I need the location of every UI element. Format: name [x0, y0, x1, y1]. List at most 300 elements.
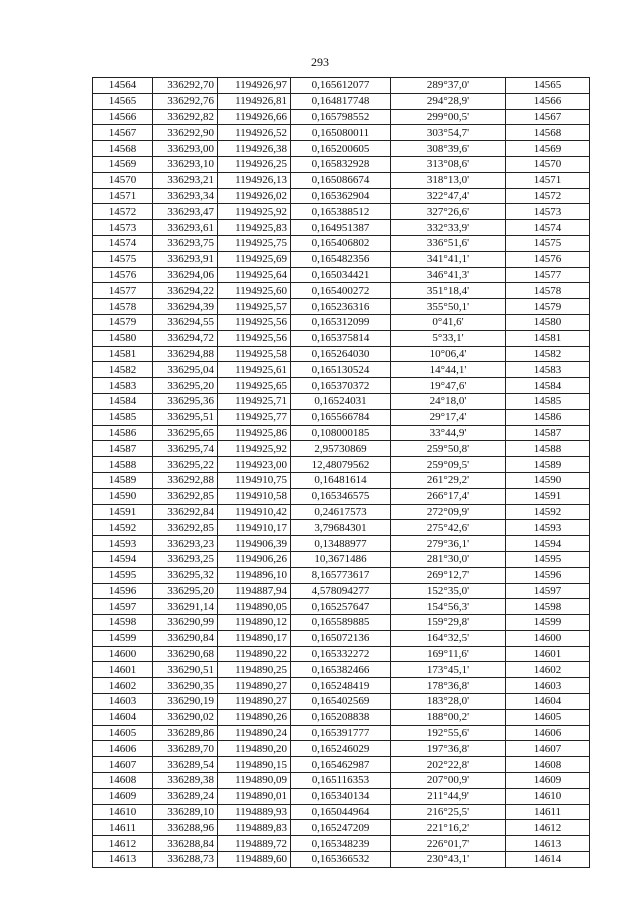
distance-cell: 0,165391777	[291, 725, 391, 741]
bearing-cell: 289°37,0'	[391, 78, 506, 94]
bearing-cell: 303°54,7'	[391, 125, 506, 141]
next-point-cell: 14573	[506, 204, 590, 220]
y-coordinate-cell: 1194926,97	[218, 78, 291, 94]
distance-cell: 0,165462987	[291, 757, 391, 773]
distance-cell: 0,165798552	[291, 109, 391, 125]
table-row	[93, 551, 590, 567]
distance-cell: 0,165130524	[291, 362, 391, 378]
distance-cell: 0,165832928	[291, 156, 391, 172]
y-coordinate-cell: 1194890,20	[218, 741, 291, 757]
bearing-cell: 259°09,5'	[391, 457, 506, 473]
bearing-cell: 269°12,7'	[391, 567, 506, 583]
table-row	[93, 520, 590, 536]
point-number-cell: 14584	[93, 393, 153, 409]
y-coordinate-cell: 1194890,05	[218, 599, 291, 615]
point-number-cell: 14609	[93, 788, 153, 804]
x-coordinate-cell: 336293,47	[153, 204, 218, 220]
x-coordinate-cell: 336294,22	[153, 283, 218, 299]
table-row	[93, 820, 590, 836]
point-number-cell: 14587	[93, 441, 153, 457]
table-row	[93, 615, 590, 631]
next-point-cell: 14566	[506, 93, 590, 109]
next-point-cell: 14614	[506, 852, 590, 868]
bearing-cell: 173°45,1'	[391, 662, 506, 678]
distance-cell: 0,165340134	[291, 788, 391, 804]
point-number-cell: 14596	[93, 583, 153, 599]
table-row	[93, 93, 590, 109]
bearing-cell: 226°01,7'	[391, 836, 506, 852]
x-coordinate-cell: 336293,91	[153, 251, 218, 267]
y-coordinate-cell: 1194925,56	[218, 314, 291, 330]
x-coordinate-cell: 336295,32	[153, 567, 218, 583]
next-point-cell: 14603	[506, 678, 590, 694]
next-point-cell: 14606	[506, 725, 590, 741]
x-coordinate-cell: 336294,55	[153, 314, 218, 330]
next-point-cell: 14612	[506, 820, 590, 836]
x-coordinate-cell: 336293,23	[153, 536, 218, 552]
table-row	[93, 630, 590, 646]
x-coordinate-cell: 336293,75	[153, 235, 218, 251]
distance-cell: 0,165375814	[291, 330, 391, 346]
point-number-cell: 14588	[93, 457, 153, 473]
table-row	[93, 188, 590, 204]
distance-cell: 0,165482356	[291, 251, 391, 267]
next-point-cell: 14577	[506, 267, 590, 283]
y-coordinate-cell: 1194890,22	[218, 646, 291, 662]
distance-cell: 0,165346575	[291, 488, 391, 504]
next-point-cell: 14591	[506, 488, 590, 504]
point-number-cell: 14579	[93, 314, 153, 330]
next-point-cell: 14582	[506, 346, 590, 362]
x-coordinate-cell: 336289,70	[153, 741, 218, 757]
table-row	[93, 78, 590, 94]
bearing-cell: 341°41,1'	[391, 251, 506, 267]
table-row	[93, 141, 590, 157]
table-row	[93, 267, 590, 283]
x-coordinate-cell: 336295,51	[153, 409, 218, 425]
distance-cell: 0,24617573	[291, 504, 391, 520]
next-point-cell: 14590	[506, 472, 590, 488]
point-number-cell: 14612	[93, 836, 153, 852]
x-coordinate-cell: 336288,96	[153, 820, 218, 836]
bearing-cell: 327°26,6'	[391, 204, 506, 220]
y-coordinate-cell: 1194925,86	[218, 425, 291, 441]
point-number-cell: 14595	[93, 567, 153, 583]
point-number-cell: 14576	[93, 267, 153, 283]
x-coordinate-cell: 336294,39	[153, 299, 218, 315]
bearing-cell: 294°28,9'	[391, 93, 506, 109]
page-number: 293	[311, 55, 329, 69]
bearing-cell: 164°32,5'	[391, 630, 506, 646]
bearing-cell: 275°42,6'	[391, 520, 506, 536]
distance-cell: 0,165332272	[291, 646, 391, 662]
bearing-cell: 336°51,6'	[391, 235, 506, 251]
next-point-cell: 14567	[506, 109, 590, 125]
bearing-cell: 266°17,4'	[391, 488, 506, 504]
table-row	[93, 125, 590, 141]
next-point-cell: 14605	[506, 709, 590, 725]
table-row	[93, 678, 590, 694]
x-coordinate-cell: 336293,25	[153, 551, 218, 567]
point-number-cell: 14608	[93, 773, 153, 789]
x-coordinate-cell: 336289,24	[153, 788, 218, 804]
next-point-cell: 14569	[506, 141, 590, 157]
bearing-cell: 19°47,6'	[391, 378, 506, 394]
y-coordinate-cell: 1194890,17	[218, 630, 291, 646]
x-coordinate-cell: 336293,21	[153, 172, 218, 188]
bearing-cell: 29°17,4'	[391, 409, 506, 425]
y-coordinate-cell: 1194889,72	[218, 836, 291, 852]
bearing-cell: 216°25,5'	[391, 804, 506, 820]
point-number-cell: 14580	[93, 330, 153, 346]
table-row	[93, 409, 590, 425]
distance-cell: 0,165086674	[291, 172, 391, 188]
y-coordinate-cell: 1194925,83	[218, 220, 291, 236]
next-point-cell: 14571	[506, 172, 590, 188]
x-coordinate-cell: 336290,68	[153, 646, 218, 662]
bearing-cell: 221°16,2'	[391, 820, 506, 836]
point-number-cell: 14583	[93, 378, 153, 394]
distance-cell: 10,3671486	[291, 551, 391, 567]
y-coordinate-cell: 1194926,38	[218, 141, 291, 157]
y-coordinate-cell: 1194910,75	[218, 472, 291, 488]
y-coordinate-cell: 1194925,56	[218, 330, 291, 346]
x-coordinate-cell: 336289,54	[153, 757, 218, 773]
distance-cell: 0,165264030	[291, 346, 391, 362]
distance-cell: 0,165236316	[291, 299, 391, 315]
bearing-cell: 211°44,9'	[391, 788, 506, 804]
next-point-cell: 14585	[506, 393, 590, 409]
x-coordinate-cell: 336290,35	[153, 678, 218, 694]
point-number-cell: 14606	[93, 741, 153, 757]
x-coordinate-cell: 336292,82	[153, 109, 218, 125]
point-number-cell: 14570	[93, 172, 153, 188]
y-coordinate-cell: 1194925,69	[218, 251, 291, 267]
y-coordinate-cell: 1194925,57	[218, 299, 291, 315]
x-coordinate-cell: 336295,36	[153, 393, 218, 409]
x-coordinate-cell: 336292,85	[153, 520, 218, 536]
distance-cell: 0,165612077	[291, 78, 391, 94]
point-number-cell: 14571	[93, 188, 153, 204]
bearing-cell: 279°36,1'	[391, 536, 506, 552]
next-point-cell: 14572	[506, 188, 590, 204]
distance-cell: 0,165388512	[291, 204, 391, 220]
distance-cell: 0,164817748	[291, 93, 391, 109]
x-coordinate-cell: 336291,14	[153, 599, 218, 615]
distance-cell: 0,165402569	[291, 694, 391, 710]
x-coordinate-cell: 336295,20	[153, 378, 218, 394]
y-coordinate-cell: 1194890,09	[218, 773, 291, 789]
point-number-cell: 14590	[93, 488, 153, 504]
x-coordinate-cell: 336289,10	[153, 804, 218, 820]
next-point-cell: 14580	[506, 314, 590, 330]
y-coordinate-cell: 1194925,60	[218, 283, 291, 299]
y-coordinate-cell: 1194926,66	[218, 109, 291, 125]
next-point-cell: 14592	[506, 504, 590, 520]
table-row	[93, 235, 590, 251]
point-number-cell: 14585	[93, 409, 153, 425]
distance-cell: 0,165034421	[291, 267, 391, 283]
table-row	[93, 472, 590, 488]
next-point-cell: 14598	[506, 599, 590, 615]
distance-cell: 0,165400272	[291, 283, 391, 299]
distance-cell: 0,165248419	[291, 678, 391, 694]
bearing-cell: 355°50,1'	[391, 299, 506, 315]
x-coordinate-cell: 336292,88	[153, 472, 218, 488]
table-row	[93, 757, 590, 773]
y-coordinate-cell: 1194925,75	[218, 235, 291, 251]
point-number-cell: 14581	[93, 346, 153, 362]
x-coordinate-cell: 336293,61	[153, 220, 218, 236]
next-point-cell: 14584	[506, 378, 590, 394]
distance-cell: 0,165348239	[291, 836, 391, 852]
y-coordinate-cell: 1194896,10	[218, 567, 291, 583]
x-coordinate-cell: 336292,76	[153, 93, 218, 109]
next-point-cell: 14595	[506, 551, 590, 567]
x-coordinate-cell: 336292,70	[153, 78, 218, 94]
next-point-cell: 14608	[506, 757, 590, 773]
bearing-cell: 178°36,8'	[391, 678, 506, 694]
bearing-cell: 281°30,0'	[391, 551, 506, 567]
distance-cell: 0,165566784	[291, 409, 391, 425]
x-coordinate-cell: 336295,74	[153, 441, 218, 457]
next-point-cell: 14579	[506, 299, 590, 315]
y-coordinate-cell: 1194925,61	[218, 362, 291, 378]
table-row	[93, 156, 590, 172]
table-row	[93, 583, 590, 599]
y-coordinate-cell: 1194925,65	[218, 378, 291, 394]
table-row	[93, 504, 590, 520]
point-number-cell: 14572	[93, 204, 153, 220]
next-point-cell: 14570	[506, 156, 590, 172]
table-row	[93, 646, 590, 662]
y-coordinate-cell: 1194890,26	[218, 709, 291, 725]
point-number-cell: 14582	[93, 362, 153, 378]
distance-cell: 0,16524031	[291, 393, 391, 409]
table-row	[93, 694, 590, 710]
distance-cell: 0,165406802	[291, 235, 391, 251]
next-point-cell: 14589	[506, 457, 590, 473]
distance-cell: 8,165773617	[291, 567, 391, 583]
distance-cell: 0,164951387	[291, 220, 391, 236]
next-point-cell: 14583	[506, 362, 590, 378]
next-point-cell: 14575	[506, 235, 590, 251]
table-row	[93, 251, 590, 267]
next-point-cell: 14578	[506, 283, 590, 299]
point-number-cell: 14567	[93, 125, 153, 141]
distance-cell: 12,48079562	[291, 457, 391, 473]
y-coordinate-cell: 1194910,17	[218, 520, 291, 536]
coordinates-table	[92, 77, 590, 868]
table-row	[93, 346, 590, 362]
y-coordinate-cell: 1194926,13	[218, 172, 291, 188]
point-number-cell: 14589	[93, 472, 153, 488]
table-row	[93, 314, 590, 330]
point-number-cell: 14610	[93, 804, 153, 820]
point-number-cell: 14574	[93, 235, 153, 251]
table-row	[93, 804, 590, 820]
bearing-cell: 152°35,0'	[391, 583, 506, 599]
x-coordinate-cell: 336290,84	[153, 630, 218, 646]
x-coordinate-cell: 336290,99	[153, 615, 218, 631]
x-coordinate-cell: 336290,51	[153, 662, 218, 678]
next-point-cell: 14601	[506, 646, 590, 662]
next-point-cell: 14611	[506, 804, 590, 820]
point-number-cell: 14600	[93, 646, 153, 662]
next-point-cell: 14587	[506, 425, 590, 441]
next-point-cell: 14609	[506, 773, 590, 789]
x-coordinate-cell: 336288,84	[153, 836, 218, 852]
distance-cell: 0,165589885	[291, 615, 391, 631]
bearing-cell: 230°43,1'	[391, 852, 506, 868]
y-coordinate-cell: 1194923,00	[218, 457, 291, 473]
point-number-cell: 14564	[93, 78, 153, 94]
bearing-cell: 5°33,1'	[391, 330, 506, 346]
bearing-cell: 0°41,6'	[391, 314, 506, 330]
bearing-cell: 207°00,9'	[391, 773, 506, 789]
bearing-cell: 10°06,4'	[391, 346, 506, 362]
y-coordinate-cell: 1194890,27	[218, 694, 291, 710]
table-row	[93, 662, 590, 678]
y-coordinate-cell: 1194926,02	[218, 188, 291, 204]
x-coordinate-cell: 336290,02	[153, 709, 218, 725]
point-number-cell: 14591	[93, 504, 153, 520]
distance-cell: 0,165257647	[291, 599, 391, 615]
y-coordinate-cell: 1194890,25	[218, 662, 291, 678]
x-coordinate-cell: 336292,85	[153, 488, 218, 504]
distance-cell: 0,165362904	[291, 188, 391, 204]
point-number-cell: 14569	[93, 156, 153, 172]
next-point-cell: 14602	[506, 662, 590, 678]
bearing-cell: 261°29,2'	[391, 472, 506, 488]
y-coordinate-cell: 1194925,58	[218, 346, 291, 362]
x-coordinate-cell: 336294,88	[153, 346, 218, 362]
y-coordinate-cell: 1194890,12	[218, 615, 291, 631]
table-row	[93, 852, 590, 868]
table-row	[93, 741, 590, 757]
table-row	[93, 457, 590, 473]
bearing-cell: 188°00,2'	[391, 709, 506, 725]
distance-cell: 4,578094277	[291, 583, 391, 599]
distance-cell: 0,165116353	[291, 773, 391, 789]
table-row	[93, 393, 590, 409]
distance-cell: 0,165072136	[291, 630, 391, 646]
y-coordinate-cell: 1194887,94	[218, 583, 291, 599]
y-coordinate-cell: 1194889,83	[218, 820, 291, 836]
table-row	[93, 836, 590, 852]
point-number-cell: 14568	[93, 141, 153, 157]
x-coordinate-cell: 336288,73	[153, 852, 218, 868]
next-point-cell: 14596	[506, 567, 590, 583]
y-coordinate-cell: 1194925,92	[218, 204, 291, 220]
x-coordinate-cell: 336292,84	[153, 504, 218, 520]
bearing-cell: 159°29,8'	[391, 615, 506, 631]
x-coordinate-cell: 336293,10	[153, 156, 218, 172]
x-coordinate-cell: 336295,22	[153, 457, 218, 473]
table-row	[93, 441, 590, 457]
table-row	[93, 109, 590, 125]
bearing-cell: 332°33,9'	[391, 220, 506, 236]
x-coordinate-cell: 336293,34	[153, 188, 218, 204]
point-number-cell: 14586	[93, 425, 153, 441]
x-coordinate-cell: 336295,04	[153, 362, 218, 378]
x-coordinate-cell: 336295,20	[153, 583, 218, 599]
x-coordinate-cell: 336294,72	[153, 330, 218, 346]
table-row	[93, 725, 590, 741]
table-row	[93, 567, 590, 583]
y-coordinate-cell: 1194890,27	[218, 678, 291, 694]
bearing-cell: 192°55,6'	[391, 725, 506, 741]
next-point-cell: 14574	[506, 220, 590, 236]
bearing-cell: 202°22,8'	[391, 757, 506, 773]
point-number-cell: 14593	[93, 536, 153, 552]
x-coordinate-cell: 336289,38	[153, 773, 218, 789]
x-coordinate-cell: 336294,06	[153, 267, 218, 283]
y-coordinate-cell: 1194910,58	[218, 488, 291, 504]
distance-cell: 0,13488977	[291, 536, 391, 552]
bearing-cell: 154°56,3'	[391, 599, 506, 615]
bearing-cell: 318°13,0'	[391, 172, 506, 188]
distance-cell: 0,108000185	[291, 425, 391, 441]
bearing-cell: 183°28,0'	[391, 694, 506, 710]
point-number-cell: 14599	[93, 630, 153, 646]
distance-cell: 0,165370372	[291, 378, 391, 394]
bearing-cell: 351°18,4'	[391, 283, 506, 299]
distance-cell: 0,165366532	[291, 852, 391, 868]
bearing-cell: 169°11,6'	[391, 646, 506, 662]
y-coordinate-cell: 1194906,26	[218, 551, 291, 567]
next-point-cell: 14565	[506, 78, 590, 94]
y-coordinate-cell: 1194890,01	[218, 788, 291, 804]
y-coordinate-cell: 1194925,64	[218, 267, 291, 283]
y-coordinate-cell: 1194890,15	[218, 757, 291, 773]
point-number-cell: 14604	[93, 709, 153, 725]
table-row	[93, 362, 590, 378]
table-row	[93, 773, 590, 789]
bearing-cell: 259°50,8'	[391, 441, 506, 457]
bearing-cell: 322°47,4'	[391, 188, 506, 204]
point-number-cell: 14611	[93, 820, 153, 836]
next-point-cell: 14607	[506, 741, 590, 757]
x-coordinate-cell: 336289,86	[153, 725, 218, 741]
point-number-cell: 14597	[93, 599, 153, 615]
y-coordinate-cell: 1194926,25	[218, 156, 291, 172]
table-row	[93, 172, 590, 188]
next-point-cell: 14600	[506, 630, 590, 646]
point-number-cell: 14577	[93, 283, 153, 299]
bearing-cell: 272°09,9'	[391, 504, 506, 520]
next-point-cell: 14568	[506, 125, 590, 141]
point-number-cell: 14573	[93, 220, 153, 236]
y-coordinate-cell: 1194890,24	[218, 725, 291, 741]
y-coordinate-cell: 1194889,60	[218, 852, 291, 868]
bearing-cell: 313°08,6'	[391, 156, 506, 172]
point-number-cell: 14566	[93, 109, 153, 125]
table-row	[93, 788, 590, 804]
distance-cell: 0,165247209	[291, 820, 391, 836]
distance-cell: 0,165208838	[291, 709, 391, 725]
table-row	[93, 488, 590, 504]
next-point-cell: 14593	[506, 520, 590, 536]
point-number-cell: 14601	[93, 662, 153, 678]
point-number-cell: 14594	[93, 551, 153, 567]
x-coordinate-cell: 336293,00	[153, 141, 218, 157]
bearing-cell: 24°18,0'	[391, 393, 506, 409]
point-number-cell: 14578	[93, 299, 153, 315]
y-coordinate-cell: 1194906,39	[218, 536, 291, 552]
next-point-cell: 14599	[506, 615, 590, 631]
x-coordinate-cell: 336292,90	[153, 125, 218, 141]
